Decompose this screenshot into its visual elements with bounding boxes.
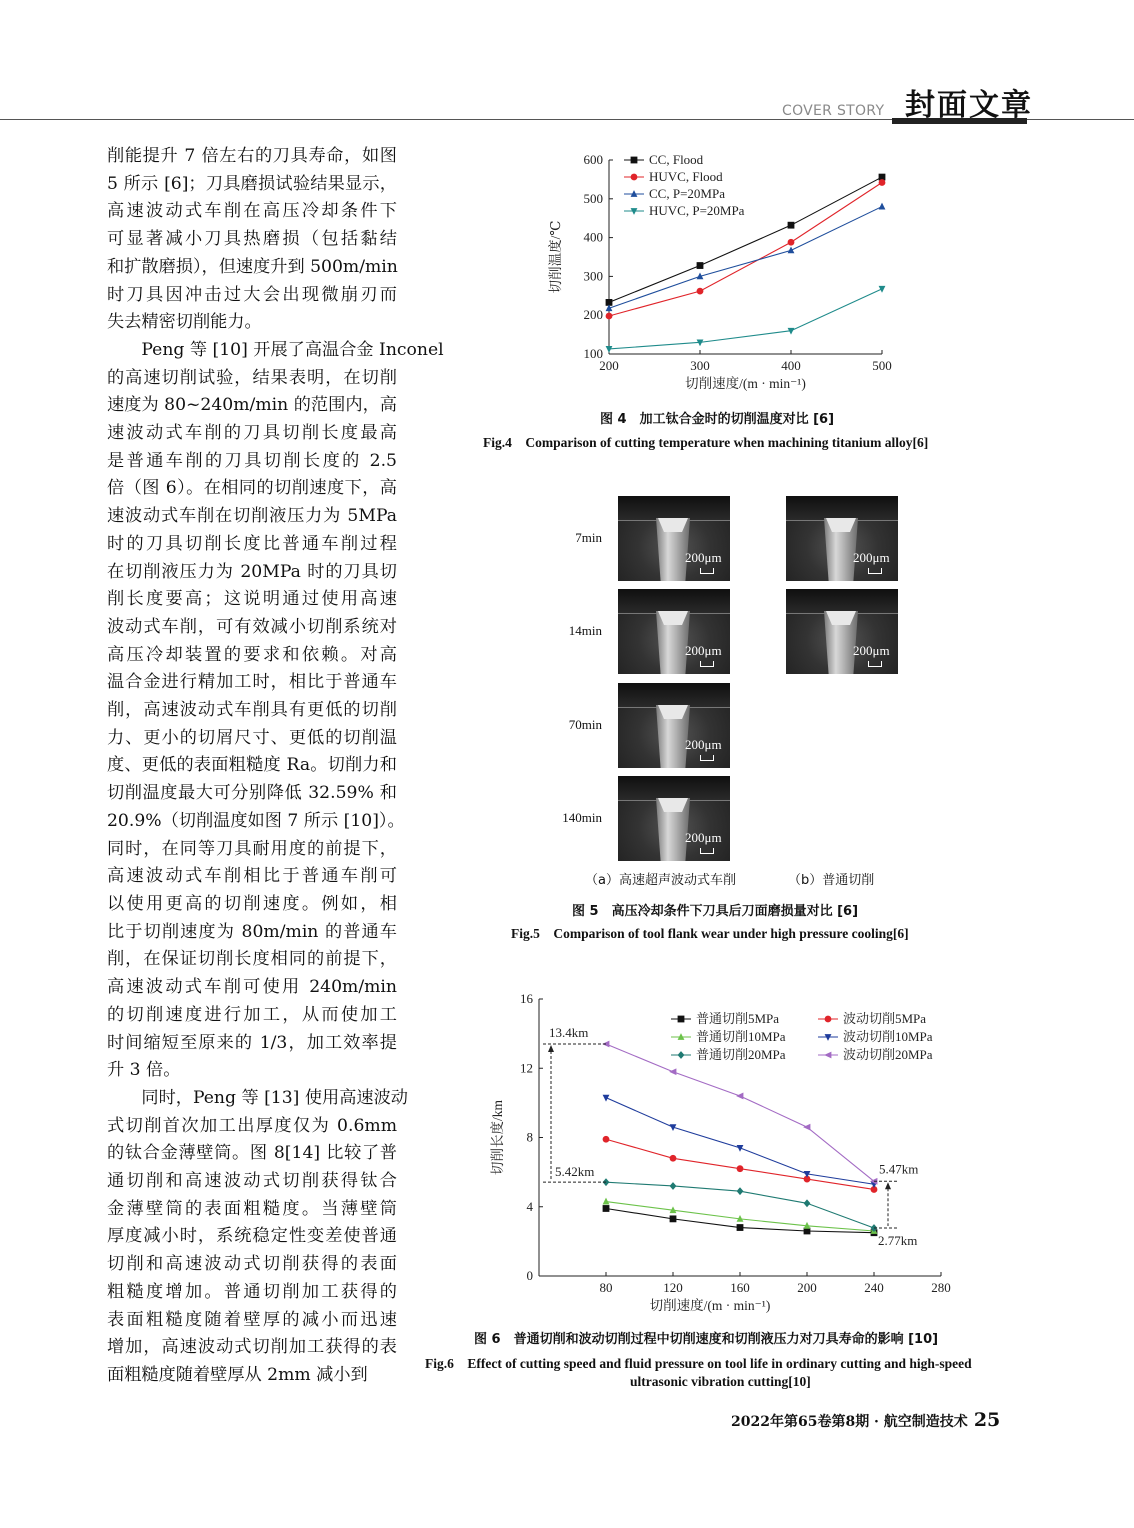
- y-tick-label: 500: [583, 190, 603, 206]
- text-line: 和扩散磨损），但速度升到 500m/min: [107, 256, 398, 277]
- text-line: 是普通车削的刀具切削长度的 2.5: [107, 450, 397, 471]
- annotation-label: 13.4km: [549, 1025, 589, 1041]
- text-line: 粗糙度增加。普通切削加工获得的: [107, 1281, 397, 1302]
- scale-label: 200μm: [685, 643, 722, 658]
- text-line: 切削温度最大可分别降低 32.59% 和: [107, 783, 397, 804]
- text-line: 力、更小的切屑尺寸、更低的切削温: [107, 727, 397, 748]
- legend-label: 波动切削5MPa: [843, 1011, 927, 1026]
- text-line: 失去精密切削能力。: [107, 312, 262, 333]
- x-tick-label: 240: [864, 1280, 884, 1295]
- text-line: 通切削和高速波动式切削获得钛合: [107, 1171, 397, 1192]
- data-point: [670, 1182, 677, 1190]
- scale-bar: [700, 568, 714, 574]
- x-tick-label: 400: [781, 358, 801, 373]
- data-point: [788, 239, 795, 246]
- legend-label: 波动切削20MPa: [843, 1047, 933, 1062]
- micrograph-huvc-14min: [618, 589, 730, 674]
- paragraph: [107, 337, 444, 1085]
- text-line: 的高速切削试验，结果表明，在切削: [107, 367, 397, 388]
- scale-label: 200μm: [853, 550, 890, 565]
- fig4-caption-en: Fig.4 Comparison of cutting temperature when machining titanium alloy[6]: [483, 435, 929, 450]
- legend-label: CC, P=20MPa: [649, 186, 725, 201]
- legend-label: 普通切削5MPa: [696, 1011, 780, 1026]
- text-line: 式切削首次加工出厚度仅为 0.6mm: [107, 1115, 397, 1136]
- text-line: 同时，Peng 等 [13] 使用高速波动: [141, 1087, 408, 1108]
- data-point: [603, 1198, 610, 1205]
- y-tick-label: 0: [526, 1268, 533, 1283]
- fig5-sublabel-b: （b）普通切削: [788, 873, 875, 888]
- annotation-label: 5.42km: [555, 1164, 595, 1180]
- text-line: Peng 等 [10] 开展了高温合金 Inconel: [141, 339, 444, 360]
- x-tick-label: 200: [797, 1280, 817, 1295]
- legend-label: HUVC, P=20MPa: [649, 203, 745, 218]
- workpiece-shadow: [618, 496, 730, 521]
- scale-bar: [700, 848, 714, 854]
- y-axis-label: 切削温度/℃: [548, 220, 563, 294]
- time-label: 14min: [568, 623, 602, 638]
- text-line: 时刀具因冲击过大会出现微崩刃而: [107, 284, 397, 305]
- footer-issue: 2022年第65卷第8期 · 航空制造技术: [731, 1414, 968, 1430]
- text-line: 速波动式车削在切削液压力为 5MPa: [107, 506, 397, 527]
- text-line: 时间缩短至原来的 1/3，加工效率提: [107, 1032, 397, 1053]
- data-point: [737, 1224, 744, 1231]
- text-line: 削，在保证切削长度相同的前提下，: [107, 949, 397, 970]
- scale-bar: [700, 661, 714, 667]
- fig6-line-chart: [485, 985, 965, 1320]
- legend-label: 波动切削10MPa: [843, 1029, 933, 1044]
- text-line: 高速波动式车削相比于普通车削可: [107, 866, 397, 887]
- y-tick-label: 400: [583, 229, 603, 245]
- legend-marker: [631, 174, 638, 181]
- data-point: [697, 262, 704, 269]
- text-line: 速波动式车削的刀具切削长度最高: [107, 423, 397, 444]
- text-line: 金薄壁筒的表面粗糙度。当薄壁筒: [107, 1198, 397, 1219]
- data-point: [670, 1215, 677, 1222]
- text-line: 20.9%（切削温度如图 7 所示 [10]）。: [107, 810, 405, 831]
- text-line: 速度为 80~240m/min 的范围内，高: [107, 395, 397, 416]
- workpiece-shadow: [618, 776, 730, 801]
- text-line: 升 3 倍。: [107, 1060, 181, 1081]
- scale-label: 200μm: [853, 643, 890, 658]
- paragraph: [107, 1085, 408, 1390]
- text-line: 表面粗糙度随着壁厚的减小而迅速: [107, 1309, 397, 1330]
- text-line: 切削和高速波动式切削获得的表面: [107, 1254, 397, 1275]
- workpiece-shadow: [786, 589, 898, 614]
- time-label: 70min: [568, 717, 602, 732]
- text-line: 可显著减小刀具热磨损（包括黏结: [107, 229, 397, 250]
- scale-label: 200μm: [685, 830, 722, 845]
- data-point: [670, 1155, 677, 1162]
- workpiece-shadow: [786, 496, 898, 521]
- micrograph-cc-14min: [786, 589, 898, 674]
- scale-label: 200μm: [685, 550, 722, 565]
- scale-bar: [868, 568, 882, 574]
- time-label: 7min: [575, 530, 602, 545]
- text-line: 温合金进行精加工时，相比于普通车: [107, 672, 397, 693]
- data-point: [737, 1187, 744, 1195]
- legend-marker: [678, 1016, 685, 1023]
- x-tick-label: 160: [730, 1280, 750, 1295]
- text-line: 的切削速度进行加工，从而使加工: [107, 1004, 397, 1025]
- text-line: 波动式车削，可有效减小切削系统对: [107, 616, 397, 637]
- text-line: 削，高速波动式车削具有更低的切削: [107, 700, 397, 721]
- text-line: 面粗糙度随着壁厚从 2mm 减小到: [107, 1364, 368, 1385]
- page-footer: [731, 1409, 1000, 1431]
- data-point: [879, 203, 886, 210]
- data-point: [804, 1199, 811, 1207]
- series-line: [609, 207, 882, 309]
- micrograph-huvc-70min: [618, 683, 730, 768]
- data-point: [603, 1136, 610, 1143]
- workpiece-shadow: [618, 589, 730, 614]
- text-line: 倍（图 6）。在相同的切削速度下，高: [107, 478, 397, 499]
- micrograph-cc-7min: [786, 496, 898, 581]
- y-tick-label: 8: [526, 1129, 533, 1145]
- x-tick-label: 500: [872, 358, 892, 373]
- text-line: 厚度减小时，系统稳定性变差使普通: [107, 1226, 397, 1247]
- data-point: [879, 179, 886, 186]
- scale-bar: [868, 661, 882, 667]
- legend-label: CC, Flood: [649, 152, 704, 167]
- annotation-arrowhead: [548, 1045, 554, 1052]
- legend-marker: [631, 157, 638, 164]
- data-point: [606, 346, 613, 353]
- text-line: 5 所示 [6]；刀具磨损试验结果显示，: [107, 173, 397, 194]
- paragraph: [107, 143, 397, 337]
- text-line: 高压冷却装置的要求和依赖。对高: [107, 644, 397, 665]
- annotation-arrowhead: [885, 1182, 891, 1189]
- y-tick-label: 4: [526, 1198, 533, 1214]
- legend-label: HUVC, Flood: [649, 169, 723, 184]
- y-tick-label: 300: [583, 268, 603, 284]
- micrograph-huvc-7min: [618, 496, 730, 581]
- x-tick-label: 280: [931, 1280, 951, 1295]
- text-line: 增加，高速波动式切削加工获得的表: [107, 1337, 397, 1358]
- x-tick-label: 300: [690, 358, 710, 373]
- legend-marker: [825, 1016, 832, 1023]
- x-axis-label: 切削速度/(m · min⁻¹): [649, 1298, 771, 1313]
- legend-label: 普通切削20MPa: [696, 1047, 786, 1062]
- text-line: 高速波动式车削可使用 240m/min: [107, 977, 397, 998]
- fig4-line-chart: [540, 145, 920, 400]
- text-line: 高速波动式车削在高压冷却条件下: [107, 201, 397, 222]
- data-point: [606, 313, 613, 320]
- data-point: [788, 222, 795, 229]
- data-point: [603, 1205, 610, 1212]
- y-axis-label: 切削长度/km: [490, 1099, 505, 1176]
- time-label: 140min: [562, 810, 602, 825]
- legend-label: 普通切削10MPa: [696, 1029, 786, 1044]
- fig5-caption-en: Fig.5 Comparison of tool flank wear under high pressure cooling[6]: [511, 926, 909, 941]
- section-label-zh: 封面文章: [905, 88, 1033, 123]
- text-line: 以使用更高的切削速度。例如，相: [107, 893, 397, 914]
- body-text-column: [107, 143, 444, 1390]
- x-tick-label: 120: [663, 1280, 683, 1295]
- data-point: [736, 1093, 743, 1100]
- data-point: [669, 1068, 676, 1075]
- x-tick-label: 80: [599, 1280, 613, 1295]
- section-label-en: COVER STORY: [782, 103, 885, 119]
- x-axis-label: 切削速度/(m · min⁻¹): [685, 376, 806, 391]
- fig4-caption-zh: 图 4 加工钛合金时的切削温度对比 [6]: [600, 412, 835, 427]
- data-point: [737, 1165, 744, 1172]
- text-line: 削长度要高；这说明通过使用高速: [107, 589, 397, 610]
- text-line: 在切削液压力为 20MPa 时的刀具切: [107, 561, 397, 582]
- fig6-caption-en-1: Fig.6 Effect of cutting speed and fluid pressure on tool life in ordinary cutting and high-speed: [425, 1356, 972, 1371]
- text-line: 的钛合金薄壁筒。图 8[14] 比较了普: [107, 1143, 397, 1164]
- page-number: 25: [973, 1409, 1001, 1431]
- text-line: 时的刀具切削长度比普通车削过程: [107, 533, 397, 554]
- series-line: [606, 1044, 874, 1181]
- annotation-label: 5.47km: [879, 1161, 919, 1177]
- workpiece-shadow: [618, 683, 730, 708]
- fig5-caption-zh: 图 5 高压冷却条件下刀具后刀面磨损量对比 [6]: [572, 904, 859, 919]
- y-tick-label: 16: [520, 991, 533, 1006]
- annotation-label: 2.77km: [878, 1233, 918, 1249]
- micrograph-huvc-140min: [618, 776, 730, 861]
- x-tick-label: 200: [599, 358, 619, 373]
- text-line: 同时，在同等刀具耐用度的前提下，: [107, 838, 397, 859]
- scale-bar: [700, 755, 714, 761]
- data-point: [697, 288, 704, 295]
- legend-marker: [678, 1051, 685, 1059]
- data-point: [788, 247, 795, 254]
- scale-label: 200μm: [685, 737, 722, 752]
- fig6-caption-zh: 图 6 普通切削和波动切削过程中切削速度和切削液压力对刀具寿命的影响 [10]: [474, 1332, 939, 1347]
- data-point: [803, 1124, 810, 1131]
- legend-marker: [824, 1052, 831, 1059]
- text-line: 削能提升 7 倍左右的刀具寿命，如图: [107, 146, 397, 166]
- text-line: 比于切削速度为 80m/min 的普通车: [107, 921, 397, 942]
- fig6-caption-en-2: ultrasonic vibration cutting[10]: [630, 1374, 811, 1389]
- fig5-sublabel-a: （a）高速超声波动式车削: [585, 873, 736, 888]
- y-tick-label: 600: [583, 152, 603, 167]
- y-tick-label: 200: [583, 307, 603, 323]
- y-tick-label: 12: [520, 1060, 533, 1076]
- text-line: 度、更低的表面粗糙度 Ra。切削力和: [107, 755, 397, 776]
- series-line: [609, 289, 882, 349]
- y-tick-label: 100: [583, 346, 603, 361]
